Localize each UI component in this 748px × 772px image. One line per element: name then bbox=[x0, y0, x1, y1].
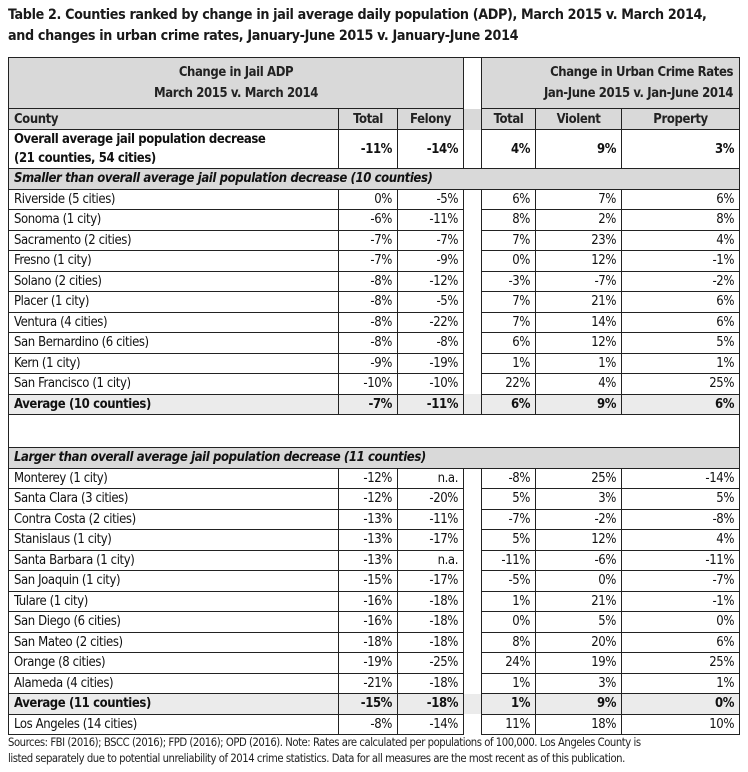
cell-jail-total: -13% bbox=[339, 530, 398, 551]
column-header-crime-violent: Violent bbox=[536, 109, 622, 130]
county-name: Santa Barbara (1 city) bbox=[9, 550, 339, 571]
cell-jail-total: -8% bbox=[339, 714, 398, 735]
cell-jail-total: 0% bbox=[339, 189, 398, 210]
cell-crime-violent: 0% bbox=[536, 571, 622, 592]
cell-crime-property: 6% bbox=[622, 632, 740, 653]
column-spacer bbox=[464, 189, 482, 210]
cell-jail-total: -13% bbox=[339, 509, 398, 530]
cell-crime-property: -1% bbox=[622, 251, 740, 272]
cell-crime-total: 8% bbox=[482, 632, 536, 653]
column-header-row bbox=[9, 109, 740, 130]
cell-crime-violent: 9% bbox=[536, 394, 622, 415]
county-name: Placer (1 city) bbox=[9, 292, 339, 313]
column-header-crime-property: Property bbox=[622, 109, 740, 130]
cell-crime-property: 1% bbox=[622, 353, 740, 374]
column-spacer bbox=[464, 130, 482, 169]
cell-crime-total: 1% bbox=[482, 694, 536, 715]
column-spacer bbox=[464, 230, 482, 251]
cell-jail-total: -10% bbox=[339, 374, 398, 395]
cell-crime-total: 22% bbox=[482, 374, 536, 395]
cell-jail-total: -8% bbox=[339, 271, 398, 292]
column-spacer bbox=[464, 571, 482, 592]
cell-jail-felony: -12% bbox=[398, 271, 464, 292]
cell-crime-property: 4% bbox=[622, 230, 740, 251]
column-spacer bbox=[464, 58, 482, 109]
cell-jail-felony: -7% bbox=[398, 230, 464, 251]
overall-crime-total: 4% bbox=[482, 130, 536, 169]
cell-crime-property: -7% bbox=[622, 571, 740, 592]
cell-jail-felony: -22% bbox=[398, 312, 464, 333]
group-header-row bbox=[9, 58, 740, 109]
table-row bbox=[9, 468, 740, 489]
cell-jail-total: -12% bbox=[339, 468, 398, 489]
county-name: Riverside (5 cities) bbox=[9, 189, 339, 210]
county-name: Tulare (1 city) bbox=[9, 591, 339, 612]
cell-crime-violent: 2% bbox=[536, 210, 622, 231]
column-spacer bbox=[464, 530, 482, 551]
cell-crime-total: -5% bbox=[482, 571, 536, 592]
cell-crime-total: -11% bbox=[482, 550, 536, 571]
column-header-county: County bbox=[9, 109, 339, 130]
cell-crime-total: 0% bbox=[482, 612, 536, 633]
cell-crime-property: 6% bbox=[622, 189, 740, 210]
group-header-crime-rates-line-1: Change in Urban Crime Rates bbox=[550, 65, 734, 80]
table-row bbox=[9, 571, 740, 592]
overall-average-label-line-1: Overall average jail population decrease bbox=[14, 132, 266, 147]
column-header-crime-total: Total bbox=[482, 109, 536, 130]
cell-jail-felony: -18% bbox=[398, 591, 464, 612]
cell-jail-total: -7% bbox=[339, 394, 398, 415]
cell-crime-violent: 12% bbox=[536, 530, 622, 551]
cell-jail-felony: -17% bbox=[398, 530, 464, 551]
cell-crime-violent: 9% bbox=[536, 694, 622, 715]
cell-jail-felony: -18% bbox=[398, 632, 464, 653]
cell-crime-total: 5% bbox=[482, 530, 536, 551]
table-row bbox=[9, 673, 740, 694]
column-spacer bbox=[464, 632, 482, 653]
cell-jail-felony: -8% bbox=[398, 333, 464, 354]
cell-crime-total: 0% bbox=[482, 251, 536, 272]
cell-jail-felony: n.a. bbox=[398, 550, 464, 571]
county-name: San Joaquin (1 city) bbox=[9, 571, 339, 592]
column-header-jail-felony: Felony bbox=[398, 109, 464, 130]
cell-crime-violent: 7% bbox=[536, 189, 622, 210]
table-title-line-1: Table 2. Counties ranked by change in jail average daily population (ADP), March 2015 v. March 2014, bbox=[8, 7, 707, 23]
los-angeles-row bbox=[9, 714, 740, 735]
cell-crime-property: 1% bbox=[622, 673, 740, 694]
cell-crime-property: 6% bbox=[622, 394, 740, 415]
table-row bbox=[9, 333, 740, 354]
cell-crime-violent: 19% bbox=[536, 653, 622, 674]
table-row bbox=[9, 489, 740, 510]
group-header-jail-adp-line-2: March 2015 v. March 2014 bbox=[154, 86, 318, 101]
county-name: San Mateo (2 cities) bbox=[9, 632, 339, 653]
column-spacer bbox=[464, 333, 482, 354]
cell-crime-violent: -6% bbox=[536, 550, 622, 571]
table-title bbox=[8, 5, 748, 47]
cell-crime-total: 1% bbox=[482, 591, 536, 612]
group-header-crime-rates bbox=[482, 58, 740, 109]
cell-crime-property: -8% bbox=[622, 509, 740, 530]
cell-jail-felony: -18% bbox=[398, 673, 464, 694]
column-spacer bbox=[464, 251, 482, 272]
cell-jail-felony: -14% bbox=[398, 714, 464, 735]
column-spacer bbox=[464, 694, 482, 715]
cell-jail-felony: -11% bbox=[398, 509, 464, 530]
larger-decrease-section-title: Larger than overall average jail population decrease (11 counties) bbox=[9, 448, 740, 469]
cell-crime-total: -3% bbox=[482, 271, 536, 292]
cell-jail-total: -16% bbox=[339, 612, 398, 633]
cell-jail-felony: -18% bbox=[398, 612, 464, 633]
cell-jail-total: -13% bbox=[339, 550, 398, 571]
table-notes-line-2: listed separately due to potential unreliability of 2014 crime statistics. Data for all measures are the most recent as of this publication. bbox=[8, 752, 625, 765]
cell-crime-total: -8% bbox=[482, 468, 536, 489]
table-row bbox=[9, 632, 740, 653]
smaller-decrease-section-title: Smaller than overall average jail population decrease (10 counties) bbox=[9, 169, 740, 190]
cell-crime-violent: 14% bbox=[536, 312, 622, 333]
cell-jail-total: -21% bbox=[339, 673, 398, 694]
cell-crime-property: -11% bbox=[622, 550, 740, 571]
cell-crime-violent: 20% bbox=[536, 632, 622, 653]
overall-crime-property: 3% bbox=[622, 130, 740, 169]
cell-jail-total: -7% bbox=[339, 230, 398, 251]
column-spacer bbox=[464, 292, 482, 313]
larger-decrease-section-average-label: Average (11 counties) bbox=[9, 694, 339, 715]
cell-crime-violent: 12% bbox=[536, 251, 622, 272]
cell-crime-violent: 4% bbox=[536, 374, 622, 395]
cell-crime-violent: 23% bbox=[536, 230, 622, 251]
table-notes bbox=[8, 735, 748, 767]
cell-crime-violent: 21% bbox=[536, 292, 622, 313]
column-spacer bbox=[464, 271, 482, 292]
column-spacer bbox=[464, 109, 482, 130]
cell-crime-violent: -7% bbox=[536, 271, 622, 292]
cell-crime-property: -1% bbox=[622, 591, 740, 612]
smaller-decrease-section-header-row bbox=[9, 169, 740, 190]
cell-jail-total: -18% bbox=[339, 632, 398, 653]
county-name: Alameda (4 cities) bbox=[9, 673, 339, 694]
cell-crime-total: 6% bbox=[482, 333, 536, 354]
table-row bbox=[9, 374, 740, 395]
cell-crime-total: 6% bbox=[482, 394, 536, 415]
cell-crime-violent: 3% bbox=[536, 673, 622, 694]
county-name: Fresno (1 city) bbox=[9, 251, 339, 272]
cell-crime-violent: 25% bbox=[536, 468, 622, 489]
column-header-jail-total: Total bbox=[339, 109, 398, 130]
overall-jail-total: -11% bbox=[339, 130, 398, 169]
cell-jail-felony: -10% bbox=[398, 374, 464, 395]
cell-jail-total: -9% bbox=[339, 353, 398, 374]
cell-crime-total: 1% bbox=[482, 353, 536, 374]
county-name: Los Angeles (14 cities) bbox=[9, 714, 339, 735]
cell-crime-violent: 18% bbox=[536, 714, 622, 735]
cell-jail-total: -8% bbox=[339, 292, 398, 313]
cell-crime-violent: 21% bbox=[536, 591, 622, 612]
county-name: Contra Costa (2 cities) bbox=[9, 509, 339, 530]
cell-crime-violent: 5% bbox=[536, 612, 622, 633]
cell-crime-total: 7% bbox=[482, 292, 536, 313]
cell-crime-property: 25% bbox=[622, 653, 740, 674]
column-spacer bbox=[464, 612, 482, 633]
cell-jail-total: -12% bbox=[339, 489, 398, 510]
overall-average-label-line-2: (21 counties, 54 cities) bbox=[14, 151, 156, 166]
cell-jail-total: -15% bbox=[339, 571, 398, 592]
column-spacer bbox=[464, 509, 482, 530]
table-row bbox=[9, 612, 740, 633]
column-spacer bbox=[464, 353, 482, 374]
cell-crime-property: 8% bbox=[622, 210, 740, 231]
county-name: San Diego (6 cities) bbox=[9, 612, 339, 633]
county-name: Sacramento (2 cities) bbox=[9, 230, 339, 251]
cell-jail-total: -19% bbox=[339, 653, 398, 674]
spacer-cell bbox=[9, 415, 740, 448]
data-table bbox=[8, 57, 740, 735]
cell-crime-total: 6% bbox=[482, 189, 536, 210]
cell-crime-property: 5% bbox=[622, 333, 740, 354]
table-row bbox=[9, 312, 740, 333]
cell-crime-property: 0% bbox=[622, 612, 740, 633]
column-spacer bbox=[464, 591, 482, 612]
table-row bbox=[9, 530, 740, 551]
overall-average-row bbox=[9, 130, 740, 169]
table-row bbox=[9, 292, 740, 313]
table-title-line-2: and changes in urban crime rates, January-June 2015 v. January-June 2014 bbox=[8, 28, 519, 44]
cell-jail-total: -6% bbox=[339, 210, 398, 231]
larger-decrease-section-average-row bbox=[9, 694, 740, 715]
cell-crime-property: 10% bbox=[622, 714, 740, 735]
group-header-jail-adp-line-1: Change in Jail ADP bbox=[178, 65, 294, 80]
cell-jail-total: -7% bbox=[339, 251, 398, 272]
cell-jail-felony: -25% bbox=[398, 653, 464, 674]
column-spacer bbox=[464, 489, 482, 510]
cell-crime-property: -14% bbox=[622, 468, 740, 489]
column-spacer bbox=[464, 468, 482, 489]
cell-jail-total: -16% bbox=[339, 591, 398, 612]
table-row bbox=[9, 251, 740, 272]
overall-crime-violent: 9% bbox=[536, 130, 622, 169]
cell-crime-property: 6% bbox=[622, 312, 740, 333]
cell-jail-felony: n.a. bbox=[398, 468, 464, 489]
table-row bbox=[9, 230, 740, 251]
table-notes-line-1: Sources: FBI (2016); BSCC (2016); FPD (2016); OPD (2016). Note: Rates are calculated per populations of 100,000. Los Angeles County is bbox=[8, 736, 641, 749]
spacer-row bbox=[9, 415, 740, 448]
group-header-crime-rates-line-2: Jan-June 2015 v. Jan-June 2014 bbox=[543, 86, 734, 101]
cell-crime-total: -7% bbox=[482, 509, 536, 530]
column-spacer bbox=[464, 714, 482, 735]
cell-crime-property: 25% bbox=[622, 374, 740, 395]
larger-decrease-section-header-row bbox=[9, 448, 740, 469]
cell-crime-violent: 1% bbox=[536, 353, 622, 374]
cell-crime-violent: 3% bbox=[536, 489, 622, 510]
cell-crime-violent: -2% bbox=[536, 509, 622, 530]
cell-jail-felony: -11% bbox=[398, 210, 464, 231]
cell-jail-felony: -18% bbox=[398, 694, 464, 715]
group-header-jail-adp bbox=[9, 58, 464, 109]
cell-jail-felony: -5% bbox=[398, 292, 464, 313]
cell-jail-total: -8% bbox=[339, 312, 398, 333]
cell-crime-total: 7% bbox=[482, 312, 536, 333]
cell-crime-violent: 12% bbox=[536, 333, 622, 354]
cell-jail-felony: -5% bbox=[398, 189, 464, 210]
table-row bbox=[9, 353, 740, 374]
column-spacer bbox=[464, 210, 482, 231]
cell-crime-property: 4% bbox=[622, 530, 740, 551]
cell-crime-total: 1% bbox=[482, 673, 536, 694]
county-name: Monterey (1 city) bbox=[9, 468, 339, 489]
cell-crime-total: 24% bbox=[482, 653, 536, 674]
cell-jail-felony: -9% bbox=[398, 251, 464, 272]
column-spacer bbox=[464, 550, 482, 571]
county-name: Santa Clara (3 cities) bbox=[9, 489, 339, 510]
county-name: Sonoma (1 city) bbox=[9, 210, 339, 231]
table-row bbox=[9, 189, 740, 210]
cell-crime-total: 11% bbox=[482, 714, 536, 735]
cell-jail-felony: -11% bbox=[398, 394, 464, 415]
table-row bbox=[9, 271, 740, 292]
column-spacer bbox=[464, 374, 482, 395]
smaller-decrease-section-average-row bbox=[9, 394, 740, 415]
county-name: San Francisco (1 city) bbox=[9, 374, 339, 395]
smaller-decrease-section-average-label: Average (10 counties) bbox=[9, 394, 339, 415]
cell-crime-total: 5% bbox=[482, 489, 536, 510]
cell-jail-total: -8% bbox=[339, 333, 398, 354]
cell-jail-total: -15% bbox=[339, 694, 398, 715]
cell-jail-felony: -17% bbox=[398, 571, 464, 592]
table-row bbox=[9, 210, 740, 231]
county-name: Kern (1 city) bbox=[9, 353, 339, 374]
cell-crime-total: 8% bbox=[482, 210, 536, 231]
cell-jail-felony: -19% bbox=[398, 353, 464, 374]
cell-crime-total: 7% bbox=[482, 230, 536, 251]
overall-average-label bbox=[9, 130, 339, 169]
county-name: Stanislaus (1 city) bbox=[9, 530, 339, 551]
cell-crime-property: 6% bbox=[622, 292, 740, 313]
overall-jail-felony: -14% bbox=[398, 130, 464, 169]
county-name: Ventura (4 cities) bbox=[9, 312, 339, 333]
column-spacer bbox=[464, 312, 482, 333]
cell-crime-property: 5% bbox=[622, 489, 740, 510]
table-row bbox=[9, 550, 740, 571]
table-row bbox=[9, 591, 740, 612]
county-name: Orange (8 cities) bbox=[9, 653, 339, 674]
column-spacer bbox=[464, 653, 482, 674]
county-name: Solano (2 cities) bbox=[9, 271, 339, 292]
table-row bbox=[9, 653, 740, 674]
cell-crime-property: -2% bbox=[622, 271, 740, 292]
column-spacer bbox=[464, 673, 482, 694]
column-spacer bbox=[464, 394, 482, 415]
cell-jail-felony: -20% bbox=[398, 489, 464, 510]
table-row bbox=[9, 509, 740, 530]
county-name: San Bernardino (6 cities) bbox=[9, 333, 339, 354]
cell-crime-property: 0% bbox=[622, 694, 740, 715]
